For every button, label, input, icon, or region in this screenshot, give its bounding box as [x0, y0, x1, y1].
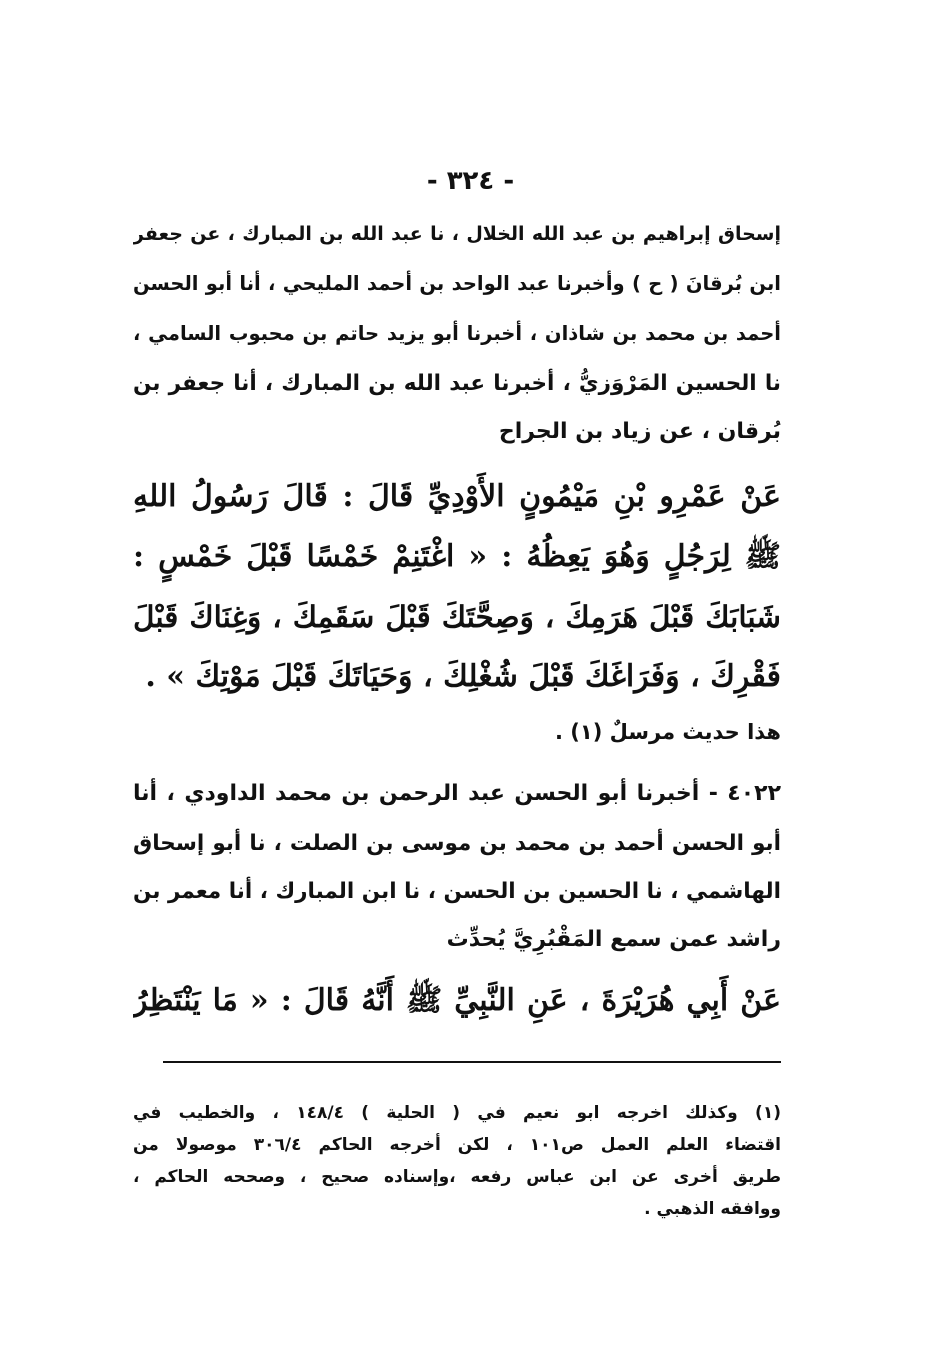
hadith-line: عَنْ عَمْرِو بْنِ مَيْمُونٍ الأَوْدِيِّ قَالَ : قَالَ رَسُولُ اللهِ: [133, 479, 781, 514]
isnad-line: بُرقان ، عن زياد بن الجراح: [498, 419, 781, 444]
isnad-line: ابن بُرقانَ ( ح ) وأخبرنا عبد الواحد بن أحمد المليحي ، أنا أبو الحسن: [133, 272, 781, 295]
isnad-line: ٤٠٢٢ - أخبرنا أبو الحسن عبد الرحمن بن محمد الداودي ، أنا: [133, 781, 781, 806]
isnad-line: الهاشمي ، نا الحسين بن الحسن ، نا ابن المبارك ، أنا معمر بن: [133, 879, 781, 904]
footnote-line: اقتضاء العلم العمل ص١٠١ ، لكن أخرجه الحاكم ٣٠٦/٤ موصولا من: [133, 1135, 781, 1155]
isnad-line: أحمد بن محمد بن شاذان ، أخبرنا أبو يزيد حاتم بن محبوب السامي ،: [133, 322, 781, 345]
footnote-line: (١) وكذلك اخرجه ابو نعيم في ( الحلية ) ١٤٨/٤ ، والخطيب في: [133, 1103, 781, 1123]
isnad-line: إسحاق إبراهيم بن عبد الله الخلال ، نا عبد الله بن المبارك ، عن جعفر: [133, 223, 781, 245]
mursal-note: هذا حديث مرسلٌ (١) .: [555, 720, 781, 744]
hadith-line: شَبَابَكَ قَبْلَ هَرَمِكَ ، وَصِحَّتَكَ قَبْلَ سَقَمِكَ ، وَغِنَاكَ قَبْلَ: [133, 599, 781, 634]
footnote-divider: [163, 1061, 781, 1063]
isnad-line: نا الحسين المَرْوَزيُّ ، أخبرنا عبد الله بن المبارك ، أنا جعفر بن: [133, 371, 781, 396]
isnad-line: راشد عمن سمع المَقْبُرِيَّ يُحدِّث: [446, 927, 781, 952]
hadith-line: ﷺ لِرَجُلٍ وَهُوَ يَعِظُهُ : « اغْتَنِمْ خَمْسًا قَبْلَ خَمْسٍ :: [133, 539, 781, 574]
footnote-line: طريق أخرى عن ابن عباس رفعه ،وإسناده صحيح ، وصححه الحاكم ،: [133, 1167, 781, 1187]
footnote-line: ووافقه الذهبي .: [644, 1199, 781, 1219]
hadith-line: فَقْرِكَ ، وَفَرَاغَكَ قَبْلَ شُغْلِكَ ، وَحَيَاتَكَ قَبْلَ مَوْتِكَ » .: [145, 659, 781, 694]
hadith-line: عَنْ أَبِي هُرَيْرَةَ ، عَنِ النَّبِيِّ ﷺ أَنَّهُ قَالَ : « مَا يَنْتَظِرُ: [133, 983, 781, 1018]
isnad-line: أبو الحسن أحمد بن محمد بن موسى بن الصلت ، نا أبو إسحاق: [133, 831, 781, 856]
page-number: - ٣٢٤ -: [426, 166, 515, 196]
